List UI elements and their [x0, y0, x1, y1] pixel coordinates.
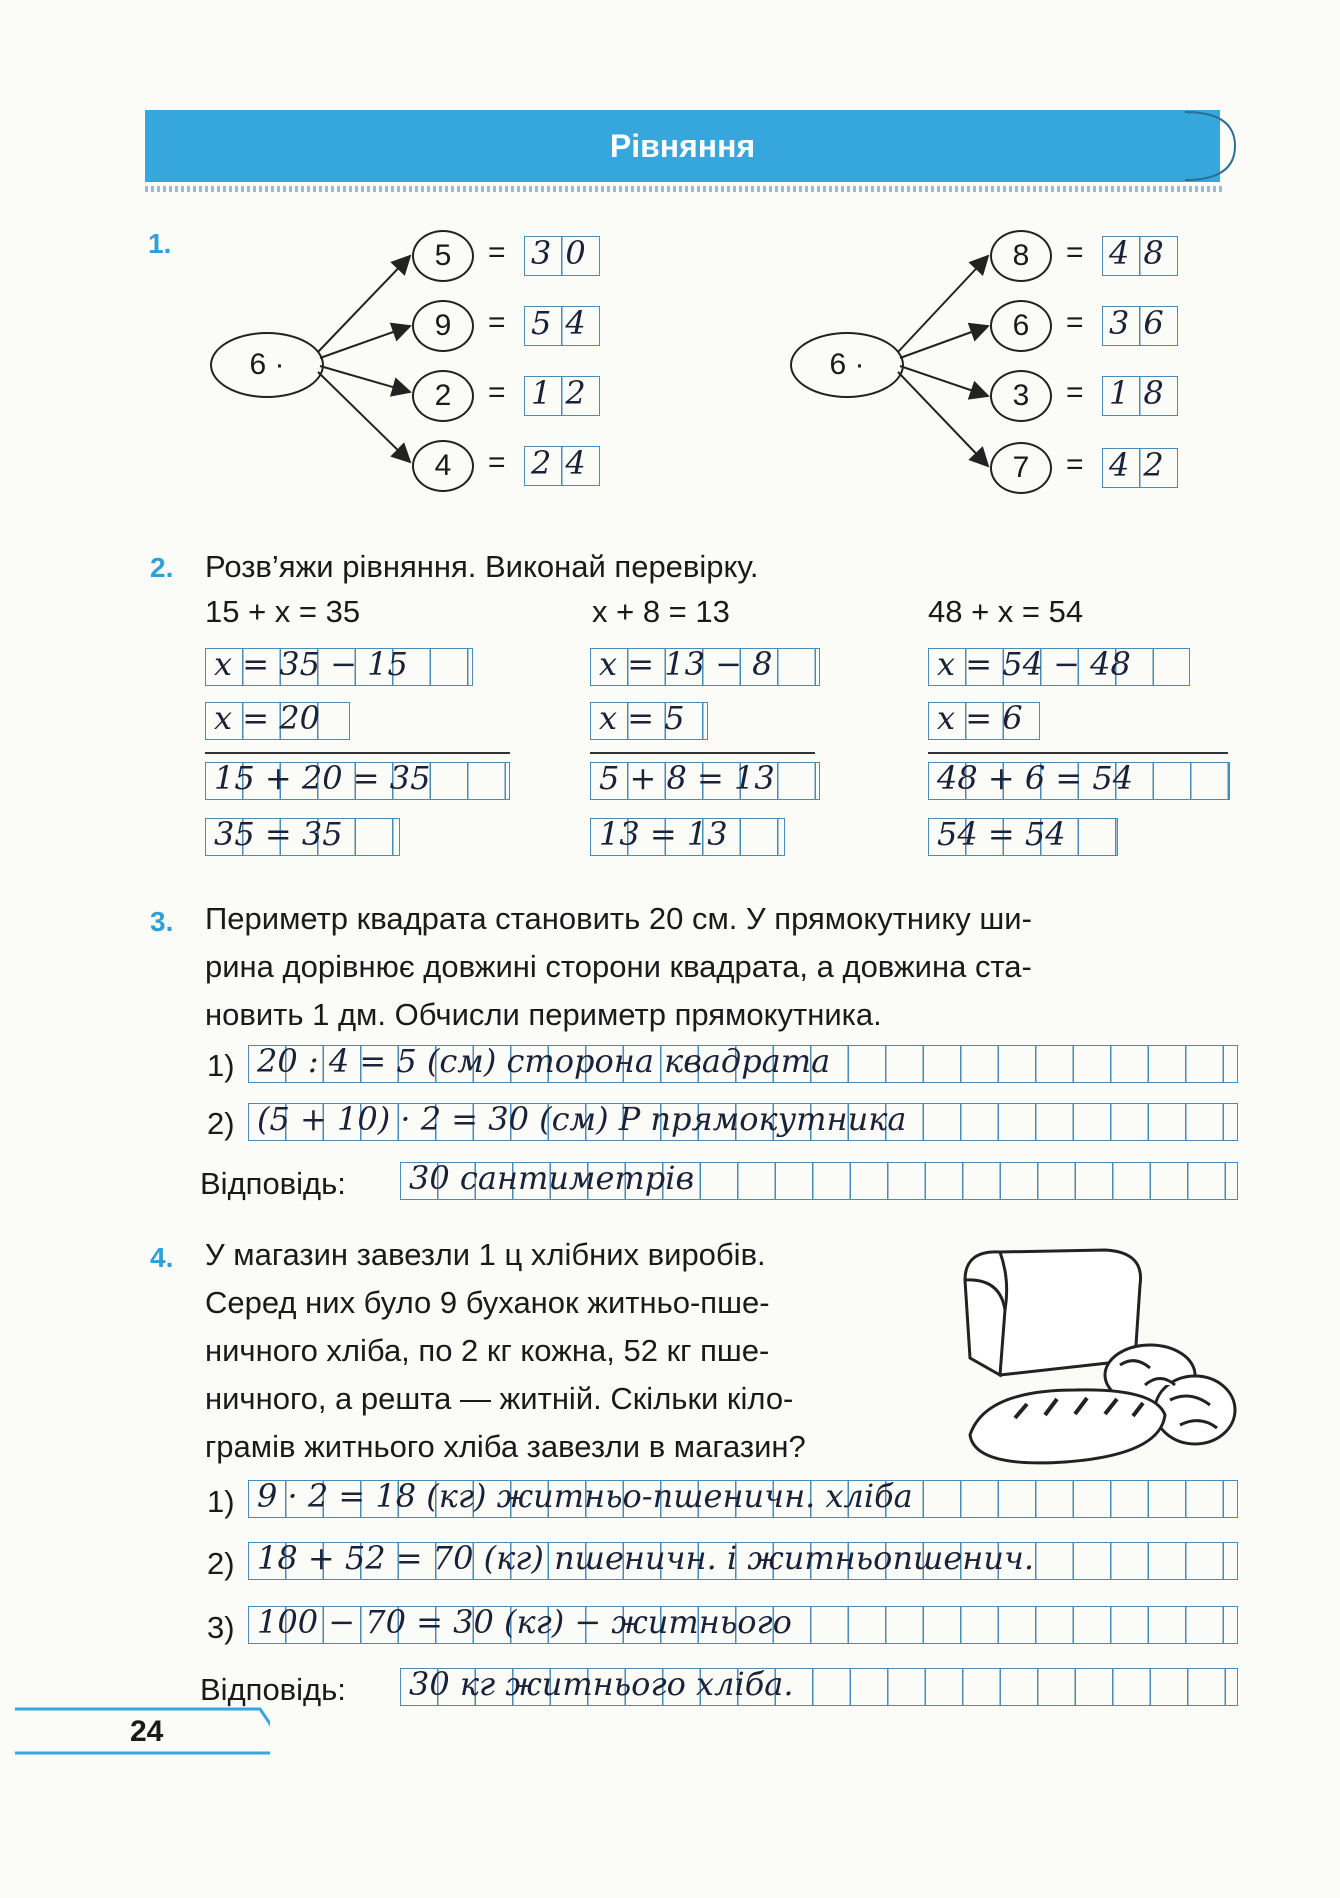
- equals-sign: =: [1066, 376, 1084, 409]
- page-number: 24: [130, 1715, 164, 1748]
- final-answer-line[interactable]: 30 сантиметрів: [400, 1162, 1238, 1200]
- check-divider: [928, 752, 1228, 754]
- solution-line[interactable]: x = 5: [590, 702, 708, 740]
- equals-sign: =: [1066, 236, 1084, 269]
- bread-illustration: [955, 1240, 1255, 1480]
- ex1-left-factor: 2: [412, 370, 474, 422]
- equals-sign: =: [1066, 448, 1084, 481]
- problem-text-line: новить 1 дм. Обчисли периметр прямокутника.: [205, 997, 882, 1032]
- ex1-answer-box[interactable]: 18: [1102, 376, 1178, 416]
- ex1-answer-box[interactable]: 42: [1102, 448, 1178, 488]
- ex1-left-factor: 4: [412, 440, 474, 492]
- step-label: 1): [207, 1048, 235, 1083]
- equals-sign: =: [488, 446, 506, 479]
- problem-text-line: грамів житнього хліба завезли в магазин?: [205, 1429, 806, 1464]
- ex1-right-factor: 8: [990, 230, 1052, 282]
- equation: 15 + x = 35: [205, 594, 361, 629]
- page-title: Рівняння: [609, 128, 756, 164]
- step-answer-line[interactable]: (5 + 10) · 2 = 30 (см) P прямокутника: [248, 1103, 1238, 1141]
- ex1-answer-box[interactable]: 54: [524, 306, 600, 346]
- ex1-left-factor: 5: [412, 230, 474, 282]
- final-answer-line[interactable]: 30 кг житнього хліба.: [400, 1668, 1238, 1706]
- problem-text-line: Серед них було 9 буханок житньо-пше-: [205, 1285, 770, 1320]
- solution-line[interactable]: x = 54 − 48: [928, 648, 1190, 686]
- ex1-right-center: 6 ·: [790, 332, 904, 398]
- equals-sign: =: [488, 306, 506, 339]
- ex1-answer-box[interactable]: 24: [524, 446, 600, 486]
- problem-text-line: ничного хліба, по 2 кг кожна, 52 кг пше-: [205, 1333, 770, 1368]
- exercise-number: 4.: [150, 1242, 174, 1273]
- baguette-icon: [970, 1390, 1165, 1463]
- check-line[interactable]: 15 + 20 = 35: [205, 762, 510, 800]
- ex2-instruction: Розв’яжи рівняння. Виконай перевірку.: [205, 549, 759, 584]
- step-answer-line[interactable]: 18 + 52 = 70 (кг) пшеничн. і житньопшенич.: [248, 1542, 1238, 1580]
- check-line[interactable]: 5 + 8 = 13: [590, 762, 820, 800]
- step-label: 1): [207, 1484, 235, 1519]
- exercise-number: 2.: [150, 552, 174, 583]
- check-line[interactable]: 48 + 6 = 54: [928, 762, 1230, 800]
- ex1-right-factor: 7: [990, 442, 1052, 494]
- solution-line[interactable]: x = 6: [928, 702, 1040, 740]
- step-answer-line[interactable]: 20 : 4 = 5 (см) сторона квадрата: [248, 1045, 1238, 1083]
- problem-text-line: Периметр квадрата становить 20 см. У прямокутнику ши-: [205, 901, 1032, 936]
- problem-text-line: ничного, а решта — житній. Скільки кіло-: [205, 1381, 794, 1416]
- check-divider: [590, 752, 815, 754]
- equation: x + 8 = 13: [592, 594, 730, 629]
- answer-label: Відповідь:: [200, 1672, 346, 1707]
- solution-line[interactable]: x = 13 − 8: [590, 648, 820, 686]
- step-label: 3): [207, 1610, 235, 1645]
- equals-sign: =: [488, 376, 506, 409]
- step-answer-line[interactable]: 100 − 70 = 30 (кг) − житнього: [248, 1606, 1238, 1644]
- ex1-right-factor: 6: [990, 300, 1052, 352]
- check-line[interactable]: 13 = 13: [590, 818, 785, 856]
- answer-label: Відповідь:: [200, 1166, 346, 1201]
- ex1-answer-box[interactable]: 30: [524, 236, 600, 276]
- step-label: 2): [207, 1546, 235, 1581]
- step-label: 2): [207, 1106, 235, 1141]
- equals-sign: =: [488, 236, 506, 269]
- problem-text-line: рина дорівнює довжині сторони квадрата, а довжина ста-: [205, 949, 1032, 984]
- ex1-answer-box[interactable]: 48: [1102, 236, 1178, 276]
- check-line[interactable]: 35 = 35: [205, 818, 400, 856]
- ex1-left-center: 6 ·: [210, 332, 324, 398]
- solution-line[interactable]: x = 35 − 15: [205, 648, 473, 686]
- ex1-right-factor: 3: [990, 370, 1052, 422]
- exercise-number: 1.: [148, 228, 172, 259]
- ex1-left-factor: 9: [412, 300, 474, 352]
- solution-line[interactable]: x = 20: [205, 702, 350, 740]
- check-line[interactable]: 54 = 54: [928, 818, 1118, 856]
- equals-sign: =: [1066, 306, 1084, 339]
- step-answer-line[interactable]: 9 · 2 = 18 (кг) житньо-пшеничн. хліба: [248, 1480, 1238, 1518]
- ex1-answer-box[interactable]: 36: [1102, 306, 1178, 346]
- ex1-answer-box[interactable]: 12: [524, 376, 600, 416]
- check-divider: [205, 752, 510, 754]
- equation: 48 + x = 54: [928, 594, 1084, 629]
- exercise-number: 3.: [150, 906, 174, 937]
- problem-text-line: У магазин завезли 1 ц хлібних виробів.: [205, 1237, 766, 1272]
